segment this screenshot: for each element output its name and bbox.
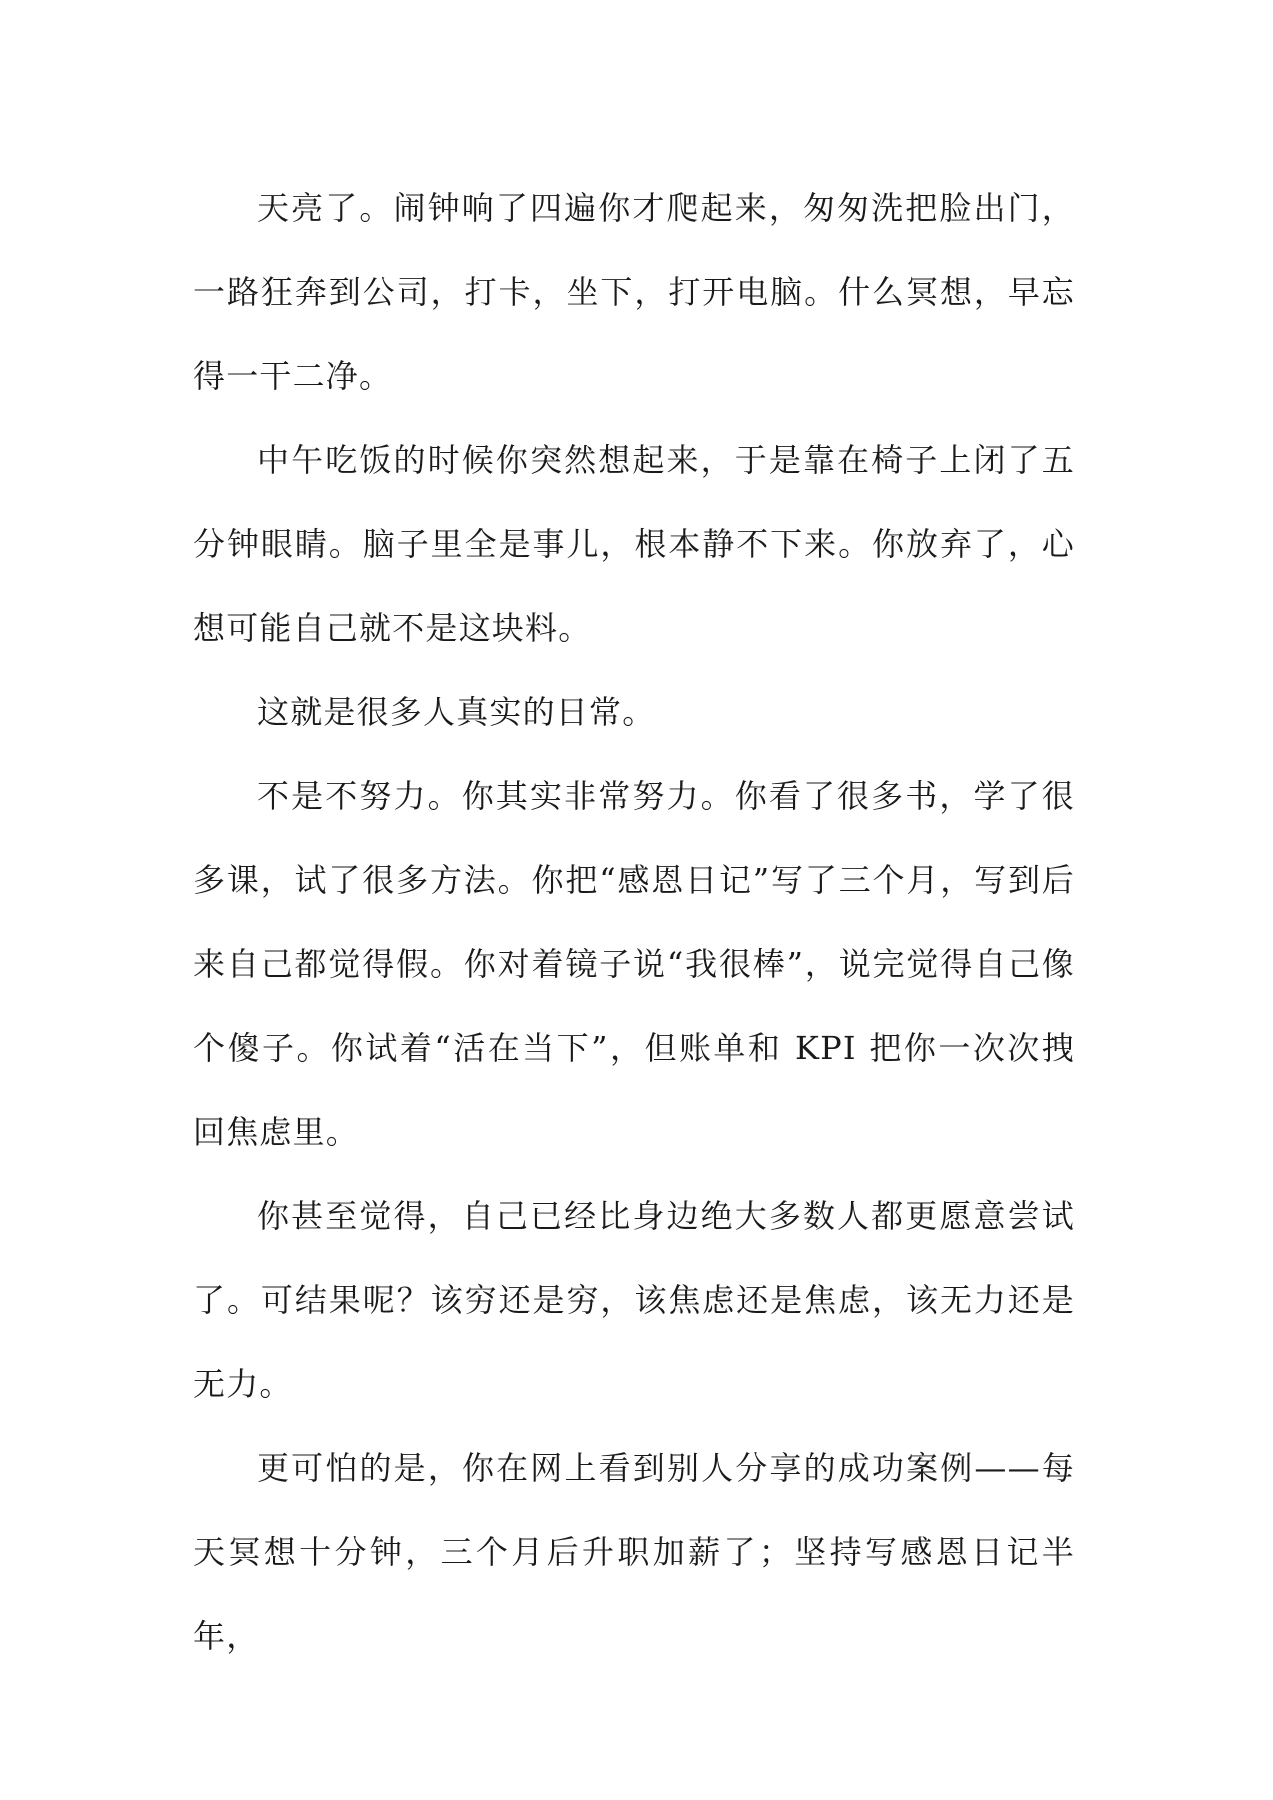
paragraph: 不是不努力。你其实非常努力。你看了很多书，学了很多课，试了很多方法。你把“感恩日记”写了三个月，写到后来自己都觉得假。你对着镜子说“我很棒”，说完觉得自己像个傻子。你试着“活在当下”，但账单和 KPI 把你一次次拽回焦虑里。 <box>193 777 1075 1151</box>
document-body <box>193 166 1075 1678</box>
paragraph: 更可怕的是，你在网上看到别人分享的成功案例——每天冥想十分钟，三个月后升职加薪了；坚持写感恩日记半年， <box>193 1449 1075 1655</box>
paragraph: 你甚至觉得，自己已经比身边绝大多数人都更愿意尝试了。可结果呢？该穷还是穷，该焦虑还是焦虑，该无力还是无力。 <box>193 1197 1075 1403</box>
paragraph: 中午吃饭的时候你突然想起来，于是靠在椅子上闭了五分钟眼睛。脑子里全是事儿，根本静不下来。你放弃了，心想可能自己就不是这块料。 <box>193 441 1075 647</box>
paragraph: 天亮了。闹钟响了四遍你才爬起来，匆匆洗把脸出门，一路狂奔到公司，打卡，坐下，打开电脑。什么冥想，早忘得一干二净。 <box>193 189 1075 395</box>
paragraph: 这就是很多人真实的日常。 <box>257 693 656 731</box>
